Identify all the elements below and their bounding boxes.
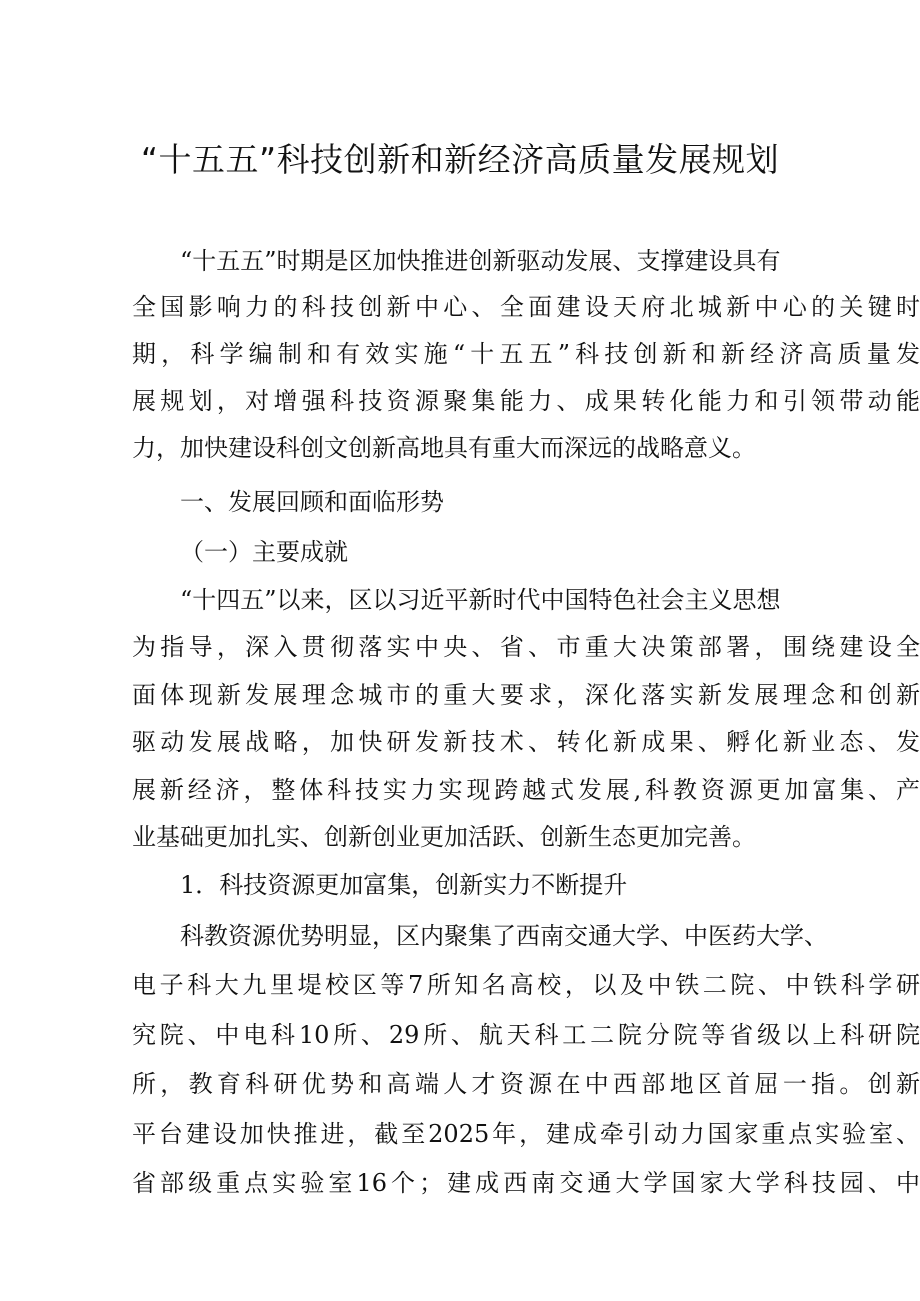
section-heading: 一、发展回顾和面临形势	[180, 488, 444, 516]
paragraph-line: 展新经济，整体科技实力实现跨越式发展,科教资源更加富集、产	[132, 776, 920, 804]
paragraph-line: 究院、中电科10所、29所、航天科工二院分院等省级以上科研院	[132, 1021, 920, 1049]
paragraph-line: 为指导，深入贯彻落实中央、省、市重大决策部署，围绕建设全	[132, 633, 920, 661]
paragraph-line: “十四五”以来，区以习近平新时代中国特色社会主义思想	[180, 586, 781, 614]
paragraph-line: 全国影响力的科技创新中心、全面建设天府北城新中心的关键时	[132, 293, 920, 321]
paragraph-line: 电子科大九里堤校区等7所知名高校，以及中铁二院、中铁科学研	[132, 971, 920, 999]
paragraph-line: 业基础更加扎实、创新创业更加活跃、创新生态更加完善。	[132, 823, 756, 851]
paragraph-line: 面体现新发展理念城市的重大要求，深化落实新发展理念和创新	[132, 681, 920, 709]
subsection-heading: （一）主要成就	[180, 538, 348, 566]
paragraph-line: 科教资源优势明显，区内聚集了西南交通大学、中医药大学、	[180, 922, 828, 950]
document-title: “十五五”科技创新和新经济高质量发展规划	[140, 140, 780, 179]
item-heading: 1．科技资源更加富集，创新实力不断提升	[180, 871, 628, 899]
paragraph-line: “十五五”时期是区加快推进创新驱动发展、支撑建设具有	[180, 247, 781, 275]
paragraph-line: 平台建设加快推进，截至2025年，建成牵引动力国家重点实验室、	[132, 1120, 920, 1148]
paragraph-line: 期，科学编制和有效实施“十五五”科技创新和新经济高质量发	[132, 340, 920, 368]
paragraph-line: 驱动发展战略，加快研发新技术、转化新成果、孵化新业态、发	[132, 728, 920, 756]
paragraph-line: 所，教育科研优势和高端人才资源在中西部地区首屈一指。创新	[132, 1070, 920, 1098]
paragraph-line: 展规划，对增强科技资源聚集能力、成果转化能力和引领带动能	[132, 387, 920, 415]
paragraph-line: 省部级重点实验室16个；建成西南交通大学国家大学科技园、中	[132, 1169, 920, 1197]
paragraph-line: 力，加快建设科创文创新高地具有重大而深远的战略意义。	[132, 434, 756, 462]
